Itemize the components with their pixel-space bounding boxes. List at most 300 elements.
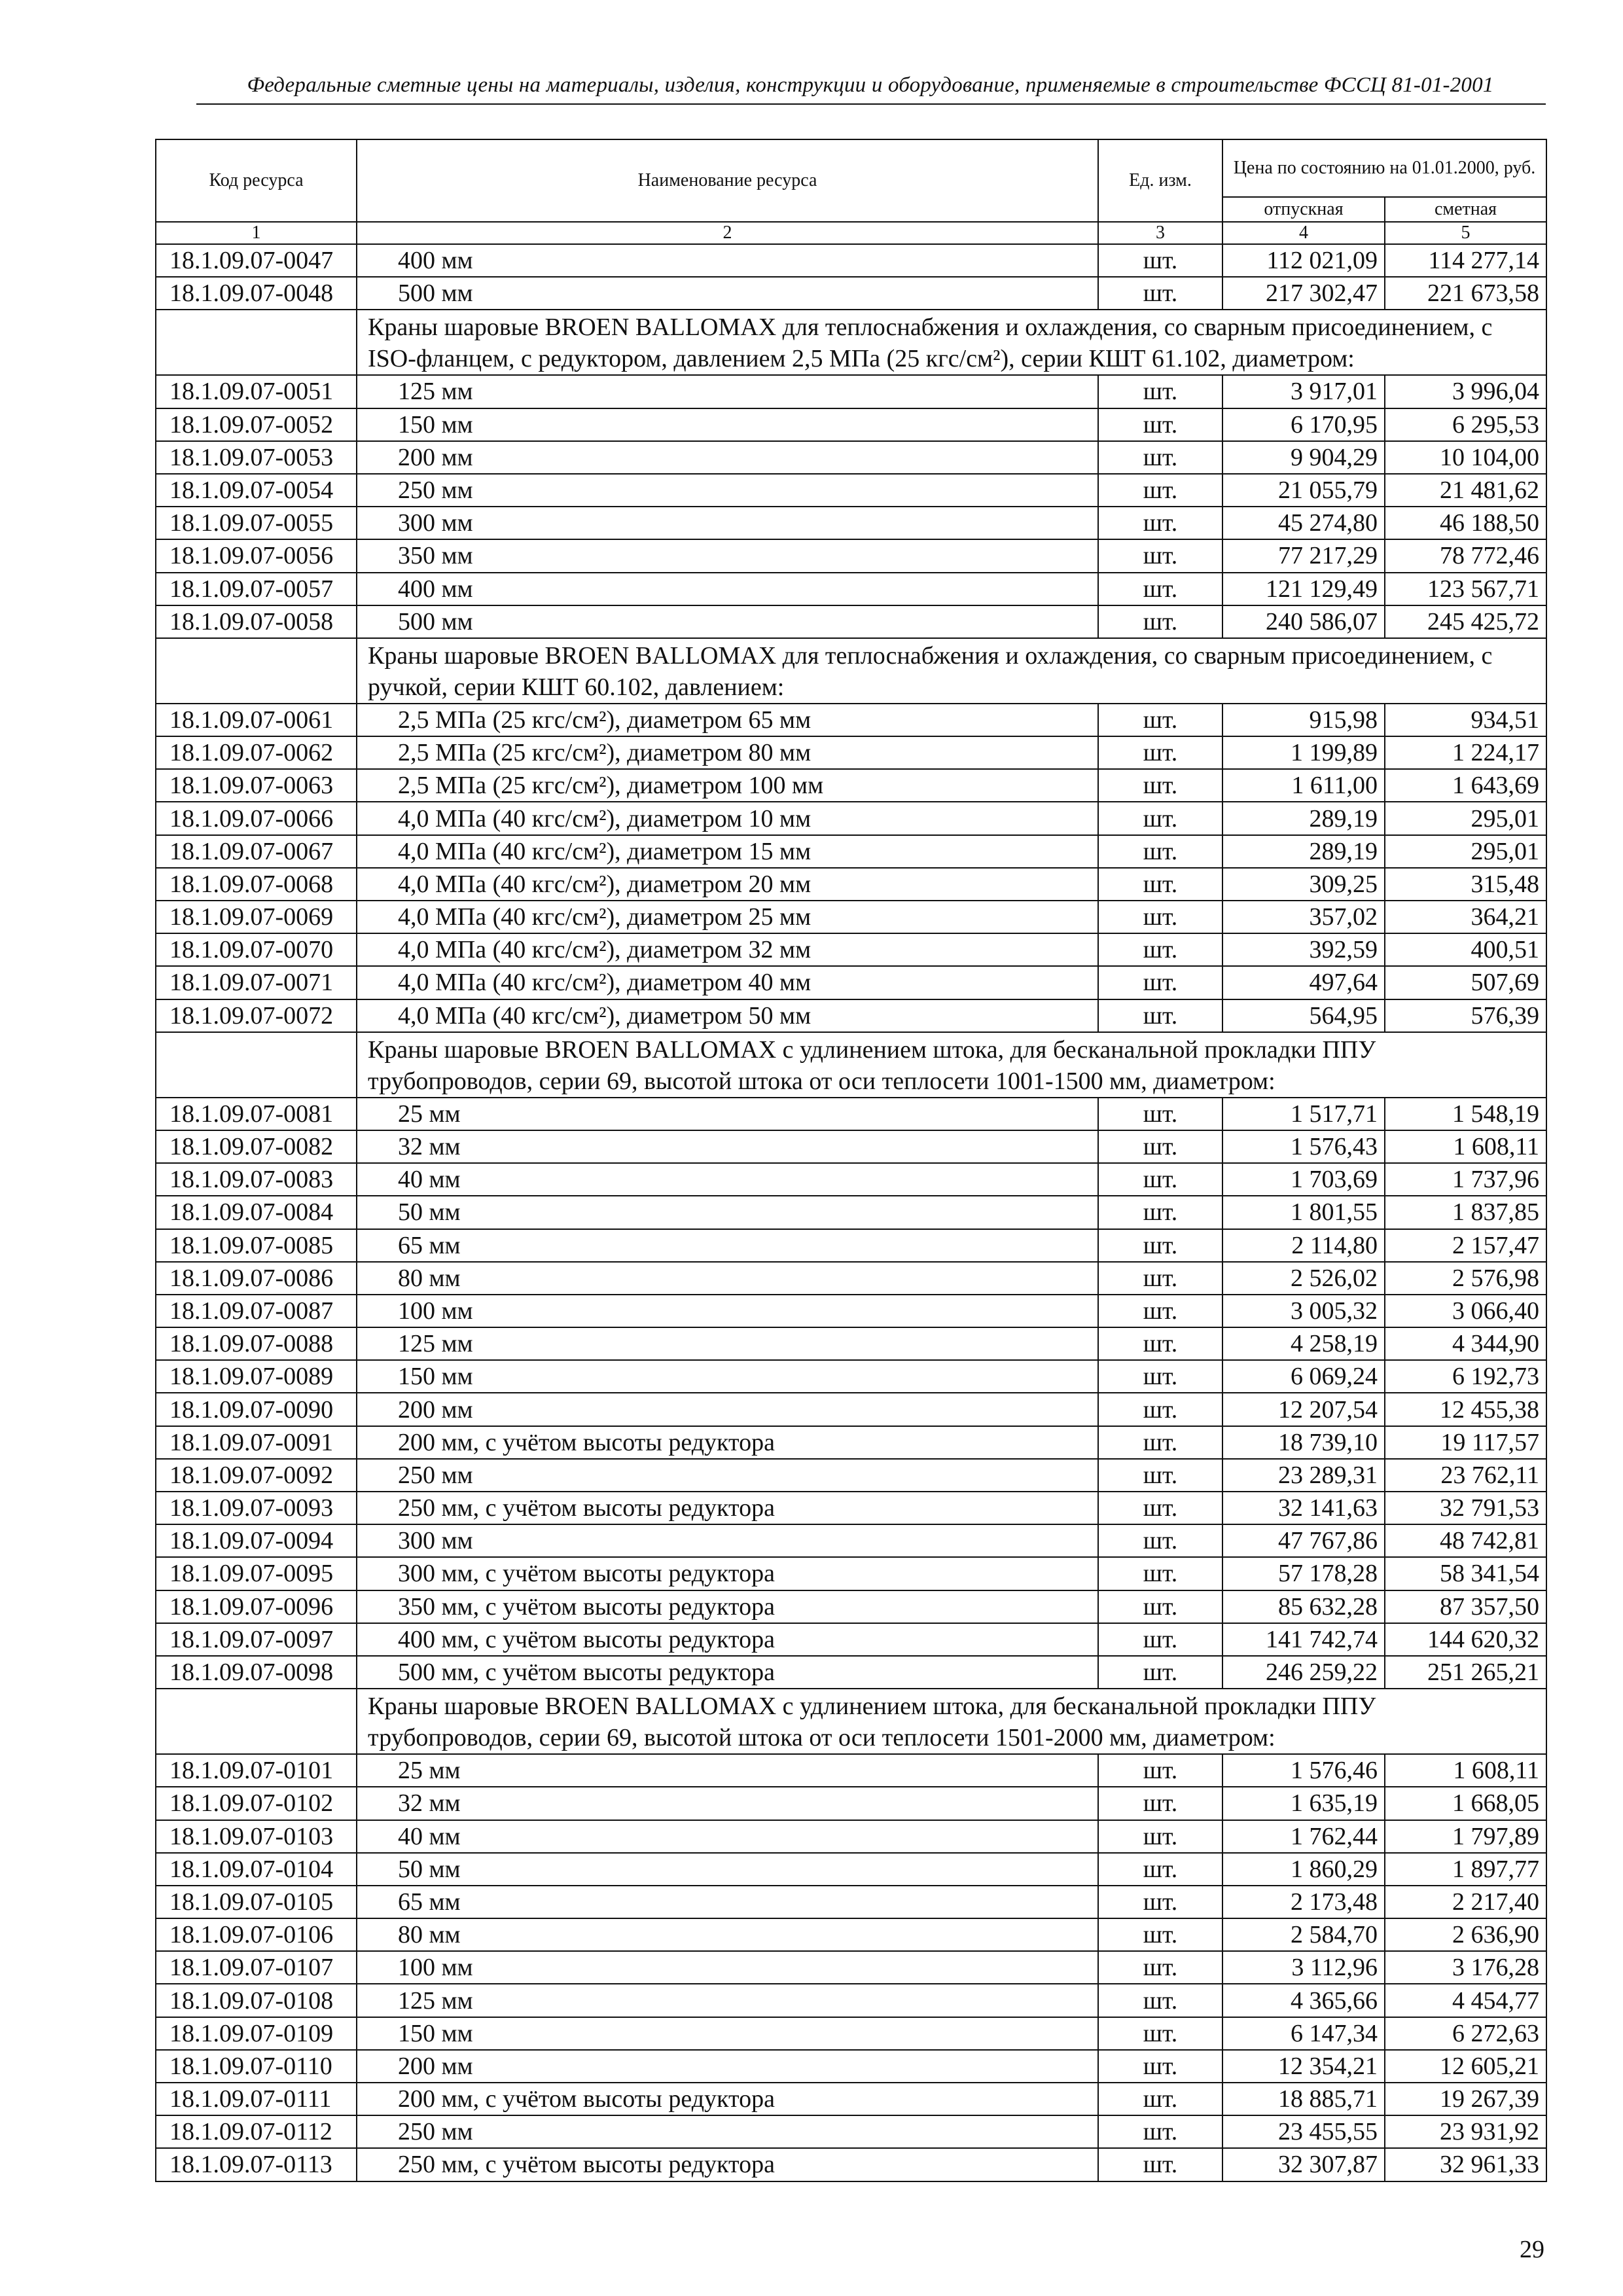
release-price: 4 258,19 — [1222, 1327, 1385, 1360]
estimate-price: 10 104,00 — [1385, 441, 1546, 474]
resource-code: 18.1.09.07-0052 — [156, 408, 357, 441]
estimate-price: 48 742,81 — [1385, 1524, 1546, 1557]
release-price: 1 517,71 — [1222, 1098, 1385, 1130]
resource-name: 50 мм — [357, 1196, 1098, 1229]
release-price: 1 611,00 — [1222, 769, 1385, 802]
table-row — [156, 1590, 1546, 1623]
release-price: 1 703,69 — [1222, 1163, 1385, 1196]
estimate-price: 78 772,46 — [1385, 539, 1546, 572]
unit-cell: шт. — [1098, 1459, 1222, 1492]
unit-cell: шт. — [1098, 441, 1222, 474]
estimate-price: 364,21 — [1385, 901, 1546, 933]
page-header: Федеральные сметные цены на материалы, изделия, конструкции и оборудование, применяемые в строительстве ФССЦ 81-01-2001 — [247, 73, 1494, 97]
resource-name: 125 мм — [357, 1984, 1098, 2017]
col-number-5: 5 — [1385, 222, 1546, 244]
resource-code: 18.1.09.07-0106 — [156, 1918, 357, 1951]
unit-cell: шт. — [1098, 868, 1222, 901]
unit-cell: шт. — [1098, 474, 1222, 507]
unit-cell: шт. — [1098, 1656, 1222, 1689]
estimate-price: 123 567,71 — [1385, 573, 1546, 605]
resource-name: 4,0 МПа (40 кгс/см²), диаметром 20 мм — [357, 868, 1098, 901]
release-price: 6 147,34 — [1222, 2017, 1385, 2050]
estimate-price: 87 357,50 — [1385, 1590, 1546, 1623]
estimate-price: 21 481,62 — [1385, 474, 1546, 507]
resource-name: 2,5 МПа (25 кгс/см²), диаметром 80 мм — [357, 736, 1098, 769]
release-price: 12 207,54 — [1222, 1393, 1385, 1426]
unit-cell: шт. — [1098, 1426, 1222, 1459]
col-header-code: Код ресурса — [156, 139, 357, 222]
estimate-price: 144 620,32 — [1385, 1623, 1546, 1656]
estimate-price: 12 455,38 — [1385, 1393, 1546, 1426]
release-price: 289,19 — [1222, 835, 1385, 868]
col-header-estimate: сметная — [1385, 197, 1546, 222]
release-price: 47 767,86 — [1222, 1524, 1385, 1557]
col-number-1: 1 — [156, 222, 357, 244]
resource-code: 18.1.09.07-0096 — [156, 1590, 357, 1623]
unit-cell: шт. — [1098, 1327, 1222, 1360]
resource-code: 18.1.09.07-0095 — [156, 1557, 357, 1590]
unit-cell: шт. — [1098, 1393, 1222, 1426]
resource-code: 18.1.09.07-0097 — [156, 1623, 357, 1656]
resource-code: 18.1.09.07-0072 — [156, 999, 357, 1032]
table-row — [156, 441, 1546, 474]
resource-name: 80 мм — [357, 1262, 1098, 1295]
release-price: 1 199,89 — [1222, 736, 1385, 769]
estimate-price: 1 837,85 — [1385, 1196, 1546, 1229]
estimate-price: 4 344,90 — [1385, 1327, 1546, 1360]
unit-cell: шт. — [1098, 1524, 1222, 1557]
resource-name: 200 мм — [357, 1393, 1098, 1426]
unit-cell: шт. — [1098, 1557, 1222, 1590]
resource-name: 200 мм, с учётом высоты редуктора — [357, 1426, 1098, 1459]
unit-cell: шт. — [1098, 277, 1222, 310]
group-heading-row — [156, 1032, 1546, 1098]
table-row — [156, 1787, 1546, 1820]
resource-name: 2,5 МПа (25 кгс/см²), диаметром 65 мм — [357, 704, 1098, 736]
resource-name: 4,0 МПа (40 кгс/см²), диаметром 15 мм — [357, 835, 1098, 868]
table-row — [156, 539, 1546, 572]
release-price: 2 173,48 — [1222, 1886, 1385, 1918]
unit-cell: шт. — [1098, 605, 1222, 638]
release-price: 32 307,87 — [1222, 2148, 1385, 2181]
resource-name: 500 мм, с учётом высоты редуктора — [357, 1656, 1098, 1689]
estimate-price: 1 737,96 — [1385, 1163, 1546, 1196]
estimate-price: 2 636,90 — [1385, 1918, 1546, 1951]
release-price: 3 917,01 — [1222, 375, 1385, 408]
resource-name: 300 мм — [357, 1524, 1098, 1557]
resource-name: 40 мм — [357, 1163, 1098, 1196]
table-row — [156, 1163, 1546, 1196]
resource-name: 100 мм — [357, 1951, 1098, 1984]
table-row — [156, 2017, 1546, 2050]
table-row — [156, 1820, 1546, 1853]
resource-code: 18.1.09.07-0071 — [156, 966, 357, 999]
resource-code: 18.1.09.07-0082 — [156, 1130, 357, 1163]
estimate-price: 1 608,11 — [1385, 1130, 1546, 1163]
release-price: 1 635,19 — [1222, 1787, 1385, 1820]
unit-cell: шт. — [1098, 835, 1222, 868]
unit-cell: шт. — [1098, 1853, 1222, 1886]
unit-cell: шт. — [1098, 966, 1222, 999]
release-price: 141 742,74 — [1222, 1623, 1385, 1656]
resource-name: 200 мм — [357, 441, 1098, 474]
estimate-price: 23 931,92 — [1385, 2115, 1546, 2148]
unit-cell: шт. — [1098, 802, 1222, 834]
table-row — [156, 244, 1546, 277]
table-row — [156, 1984, 1546, 2017]
resource-name: 250 мм, с учётом высоты редуктора — [357, 2148, 1098, 2181]
resource-name: 150 мм — [357, 2017, 1098, 2050]
resource-code: 18.1.09.07-0061 — [156, 704, 357, 736]
table-row — [156, 2050, 1546, 2083]
resource-code: 18.1.09.07-0089 — [156, 1360, 357, 1393]
release-price: 6 170,95 — [1222, 408, 1385, 441]
release-price: 121 129,49 — [1222, 573, 1385, 605]
resource-name: 250 мм, с учётом высоты редуктора — [357, 1492, 1098, 1524]
release-price: 217 302,47 — [1222, 277, 1385, 310]
group-code-cell — [156, 1689, 357, 1754]
unit-cell: шт. — [1098, 901, 1222, 933]
estimate-price: 1 548,19 — [1385, 1098, 1546, 1130]
resource-code: 18.1.09.07-0051 — [156, 375, 357, 408]
resource-code: 18.1.09.07-0063 — [156, 769, 357, 802]
resource-name: 250 мм — [357, 2115, 1098, 2148]
resource-code: 18.1.09.07-0048 — [156, 277, 357, 310]
resource-name: 500 мм — [357, 277, 1098, 310]
release-price: 497,64 — [1222, 966, 1385, 999]
unit-cell: шт. — [1098, 1886, 1222, 1918]
resource-name: 32 мм — [357, 1787, 1098, 1820]
unit-cell: шт. — [1098, 408, 1222, 441]
resource-code: 18.1.09.07-0109 — [156, 2017, 357, 2050]
table-row — [156, 1557, 1546, 1590]
resource-code: 18.1.09.07-0067 — [156, 835, 357, 868]
release-price: 112 021,09 — [1222, 244, 1385, 277]
table-row — [156, 605, 1546, 638]
unit-cell: шт. — [1098, 375, 1222, 408]
unit-cell: шт. — [1098, 1163, 1222, 1196]
table-row — [156, 901, 1546, 933]
unit-cell: шт. — [1098, 999, 1222, 1032]
release-price: 309,25 — [1222, 868, 1385, 901]
unit-cell: шт. — [1098, 1918, 1222, 1951]
unit-cell: шт. — [1098, 1984, 1222, 2017]
estimate-price: 1 797,89 — [1385, 1820, 1546, 1853]
release-price: 12 354,21 — [1222, 2050, 1385, 2083]
group-code-cell — [156, 638, 357, 704]
table-row — [156, 507, 1546, 539]
col-number-4: 4 — [1222, 222, 1385, 244]
estimate-price: 295,01 — [1385, 835, 1546, 868]
release-price: 18 739,10 — [1222, 1426, 1385, 1459]
estimate-price: 1 897,77 — [1385, 1853, 1546, 1886]
resource-name: 150 мм — [357, 408, 1098, 441]
release-price: 915,98 — [1222, 704, 1385, 736]
resource-name: 400 мм, с учётом высоты редуктора — [357, 1623, 1098, 1656]
release-price: 289,19 — [1222, 802, 1385, 834]
release-price: 1 801,55 — [1222, 1196, 1385, 1229]
table-row — [156, 1393, 1546, 1426]
unit-cell: шт. — [1098, 539, 1222, 572]
resource-code: 18.1.09.07-0066 — [156, 802, 357, 834]
estimate-price: 32 791,53 — [1385, 1492, 1546, 1524]
estimate-price: 19 267,39 — [1385, 2083, 1546, 2115]
table-row — [156, 1229, 1546, 1262]
release-price: 85 632,28 — [1222, 1590, 1385, 1623]
resource-code: 18.1.09.07-0088 — [156, 1327, 357, 1360]
unit-cell: шт. — [1098, 1492, 1222, 1524]
estimate-price: 2 157,47 — [1385, 1229, 1546, 1262]
unit-cell: шт. — [1098, 2148, 1222, 2181]
col-header-name: Наименование ресурса — [357, 139, 1098, 222]
resource-code: 18.1.09.07-0053 — [156, 441, 357, 474]
resource-code: 18.1.09.07-0058 — [156, 605, 357, 638]
estimate-price: 245 425,72 — [1385, 605, 1546, 638]
table-row — [156, 835, 1546, 868]
release-price: 1 762,44 — [1222, 1820, 1385, 1853]
release-price: 2 584,70 — [1222, 1918, 1385, 1951]
release-price: 6 069,24 — [1222, 1360, 1385, 1393]
table-row — [156, 868, 1546, 901]
col-header-unit: Ед. изм. — [1098, 139, 1222, 222]
resource-name: 65 мм — [357, 1886, 1098, 1918]
estimate-price: 6 295,53 — [1385, 408, 1546, 441]
estimate-price: 46 188,50 — [1385, 507, 1546, 539]
unit-cell: шт. — [1098, 933, 1222, 966]
release-price: 2 526,02 — [1222, 1262, 1385, 1295]
table-row — [156, 1426, 1546, 1459]
resource-name: 65 мм — [357, 1229, 1098, 1262]
unit-cell: шт. — [1098, 1098, 1222, 1130]
table-row — [156, 1951, 1546, 1984]
release-price: 4 365,66 — [1222, 1984, 1385, 2017]
estimate-price: 251 265,21 — [1385, 1656, 1546, 1689]
table-row — [156, 573, 1546, 605]
page-number: 29 — [1520, 2236, 1544, 2263]
resource-name: 300 мм — [357, 507, 1098, 539]
estimate-price: 23 762,11 — [1385, 1459, 1546, 1492]
table-row — [156, 1196, 1546, 1229]
resource-name: 400 мм — [357, 573, 1098, 605]
group-heading: Краны шаровые BROEN BALLOMAX с удлинением штока, для бесканальной прокладки ППУ трубопроводов, серии 69, высотой штока от оси теплосети 1501-2000 мм, диаметром: — [357, 1689, 1546, 1754]
table-row — [156, 736, 1546, 769]
resource-name: 500 мм — [357, 605, 1098, 638]
resource-name: 150 мм — [357, 1360, 1098, 1393]
resource-code: 18.1.09.07-0107 — [156, 1951, 357, 1984]
resource-name: 2,5 МПа (25 кгс/см²), диаметром 100 мм — [357, 769, 1098, 802]
group-code-cell — [156, 1032, 357, 1098]
resource-code: 18.1.09.07-0054 — [156, 474, 357, 507]
resource-code: 18.1.09.07-0055 — [156, 507, 357, 539]
release-price: 2 114,80 — [1222, 1229, 1385, 1262]
release-price: 23 455,55 — [1222, 2115, 1385, 2148]
resource-code: 18.1.09.07-0101 — [156, 1754, 357, 1787]
resource-name: 200 мм — [357, 2050, 1098, 2083]
table-row — [156, 769, 1546, 802]
table-row — [156, 933, 1546, 966]
resource-code: 18.1.09.07-0057 — [156, 573, 357, 605]
unit-cell: шт. — [1098, 244, 1222, 277]
resource-name: 4,0 МПа (40 кгс/см²), диаметром 25 мм — [357, 901, 1098, 933]
estimate-price: 3 176,28 — [1385, 1951, 1546, 1984]
table-row — [156, 1295, 1546, 1327]
release-price: 1 576,46 — [1222, 1754, 1385, 1787]
release-price: 246 259,22 — [1222, 1656, 1385, 1689]
estimate-price: 507,69 — [1385, 966, 1546, 999]
table-row — [156, 1262, 1546, 1295]
resource-code: 18.1.09.07-0086 — [156, 1262, 357, 1295]
resource-code: 18.1.09.07-0093 — [156, 1492, 357, 1524]
resource-name: 250 мм — [357, 1459, 1098, 1492]
group-heading: Краны шаровые BROEN BALLOMAX для теплоснабжения и охлаждения, со сварным присоединением, с ручкой, серии КШТ 60.102, давлением: — [357, 638, 1546, 704]
table-row — [156, 966, 1546, 999]
resource-code: 18.1.09.07-0090 — [156, 1393, 357, 1426]
group-heading: Краны шаровые BROEN BALLOMAX с удлинением штока, для бесканальной прокладки ППУ трубопроводов, серии 69, высотой штока от оси теплосети 1001-1500 мм, диаметром: — [357, 1032, 1546, 1098]
release-price: 9 904,29 — [1222, 441, 1385, 474]
unit-cell: шт. — [1098, 1360, 1222, 1393]
resource-code: 18.1.09.07-0087 — [156, 1295, 357, 1327]
table-row — [156, 1524, 1546, 1557]
unit-cell: шт. — [1098, 1951, 1222, 1984]
resource-name: 125 мм — [357, 375, 1098, 408]
unit-cell: шт. — [1098, 736, 1222, 769]
table-head — [156, 139, 1546, 244]
resource-name: 250 мм — [357, 474, 1098, 507]
table-row — [156, 1623, 1546, 1656]
resource-code: 18.1.09.07-0056 — [156, 539, 357, 572]
estimate-price: 2 576,98 — [1385, 1262, 1546, 1295]
resource-code: 18.1.09.07-0068 — [156, 868, 357, 901]
unit-cell: шт. — [1098, 507, 1222, 539]
resource-code: 18.1.09.07-0091 — [156, 1426, 357, 1459]
release-price: 240 586,07 — [1222, 605, 1385, 638]
unit-cell: шт. — [1098, 1590, 1222, 1623]
estimate-price: 221 673,58 — [1385, 277, 1546, 310]
resource-code: 18.1.09.07-0047 — [156, 244, 357, 277]
table-row — [156, 474, 1546, 507]
estimate-price: 58 341,54 — [1385, 1557, 1546, 1590]
table-row — [156, 1656, 1546, 1689]
table-row — [156, 1130, 1546, 1163]
release-price: 564,95 — [1222, 999, 1385, 1032]
table-row — [156, 1360, 1546, 1393]
table-row — [156, 375, 1546, 408]
release-price: 57 178,28 — [1222, 1557, 1385, 1590]
resource-name: 125 мм — [357, 1327, 1098, 1360]
estimate-price: 12 605,21 — [1385, 2050, 1546, 2083]
table-row — [156, 2083, 1546, 2115]
unit-cell: шт. — [1098, 1262, 1222, 1295]
resource-code: 18.1.09.07-0081 — [156, 1098, 357, 1130]
resource-code: 18.1.09.07-0070 — [156, 933, 357, 966]
resource-name: 4,0 МПа (40 кгс/см²), диаметром 50 мм — [357, 999, 1098, 1032]
resource-code: 18.1.09.07-0110 — [156, 2050, 357, 2083]
resource-code: 18.1.09.07-0092 — [156, 1459, 357, 1492]
resource-code: 18.1.09.07-0098 — [156, 1656, 357, 1689]
estimate-price: 315,48 — [1385, 868, 1546, 901]
table-body — [156, 244, 1546, 2181]
resource-name: 350 мм, с учётом высоты редуктора — [357, 1590, 1098, 1623]
resource-code: 18.1.09.07-0103 — [156, 1820, 357, 1853]
resource-name: 300 мм, с учётом высоты редуктора — [357, 1557, 1098, 1590]
estimate-price: 4 454,77 — [1385, 1984, 1546, 2017]
resource-name: 40 мм — [357, 1820, 1098, 1853]
unit-cell: шт. — [1098, 2017, 1222, 2050]
unit-cell: шт. — [1098, 573, 1222, 605]
table-row — [156, 1098, 1546, 1130]
resource-name: 4,0 МПа (40 кгс/см²), диаметром 10 мм — [357, 802, 1098, 834]
resource-name: 80 мм — [357, 1918, 1098, 1951]
estimate-price: 934,51 — [1385, 704, 1546, 736]
unit-cell: шт. — [1098, 1130, 1222, 1163]
table-row — [156, 2115, 1546, 2148]
resource-name: 50 мм — [357, 1853, 1098, 1886]
table-row — [156, 802, 1546, 834]
resource-code: 18.1.09.07-0113 — [156, 2148, 357, 2181]
estimate-price: 114 277,14 — [1385, 244, 1546, 277]
resource-code: 18.1.09.07-0085 — [156, 1229, 357, 1262]
release-price: 45 274,80 — [1222, 507, 1385, 539]
estimate-price: 295,01 — [1385, 802, 1546, 834]
resource-name: 200 мм, с учётом высоты редуктора — [357, 2083, 1098, 2115]
release-price: 77 217,29 — [1222, 539, 1385, 572]
release-price: 357,02 — [1222, 901, 1385, 933]
table-row — [156, 1886, 1546, 1918]
release-price: 1 576,43 — [1222, 1130, 1385, 1163]
unit-cell: шт. — [1098, 1295, 1222, 1327]
unit-cell: шт. — [1098, 1787, 1222, 1820]
release-price: 18 885,71 — [1222, 2083, 1385, 2115]
col-header-release: отпускная — [1222, 197, 1385, 222]
col-number-2: 2 — [357, 222, 1098, 244]
resource-name: 25 мм — [357, 1754, 1098, 1787]
table-row — [156, 999, 1546, 1032]
table-row — [156, 2148, 1546, 2181]
estimate-price: 1 668,05 — [1385, 1787, 1546, 1820]
resource-code: 18.1.09.07-0062 — [156, 736, 357, 769]
unit-cell: шт. — [1098, 1754, 1222, 1787]
table-row — [156, 1492, 1546, 1524]
table-row — [156, 1754, 1546, 1787]
resource-name: 4,0 МПа (40 кгс/см²), диаметром 40 мм — [357, 966, 1098, 999]
unit-cell: шт. — [1098, 1229, 1222, 1262]
release-price: 32 141,63 — [1222, 1492, 1385, 1524]
release-price: 392,59 — [1222, 933, 1385, 966]
release-price: 1 860,29 — [1222, 1853, 1385, 1886]
resource-code: 18.1.09.07-0069 — [156, 901, 357, 933]
resource-code: 18.1.09.07-0108 — [156, 1984, 357, 2017]
unit-cell: шт. — [1098, 2050, 1222, 2083]
unit-cell: шт. — [1098, 1196, 1222, 1229]
group-heading-row — [156, 638, 1546, 704]
unit-cell: шт. — [1098, 2083, 1222, 2115]
estimate-price: 2 217,40 — [1385, 1886, 1546, 1918]
resource-code: 18.1.09.07-0105 — [156, 1886, 357, 1918]
resource-name: 100 мм — [357, 1295, 1098, 1327]
estimate-price: 6 192,73 — [1385, 1360, 1546, 1393]
estimate-price: 3 066,40 — [1385, 1295, 1546, 1327]
table-row — [156, 704, 1546, 736]
table-row — [156, 1459, 1546, 1492]
resource-name: 350 мм — [357, 539, 1098, 572]
estimate-price: 1 643,69 — [1385, 769, 1546, 802]
table-row — [156, 408, 1546, 441]
estimate-price: 1 608,11 — [1385, 1754, 1546, 1787]
release-price: 21 055,79 — [1222, 474, 1385, 507]
resource-code: 18.1.09.07-0094 — [156, 1524, 357, 1557]
col-header-price-group: Цена по состоянию на 01.01.2000, руб. — [1222, 139, 1546, 197]
group-heading-row — [156, 1689, 1546, 1754]
